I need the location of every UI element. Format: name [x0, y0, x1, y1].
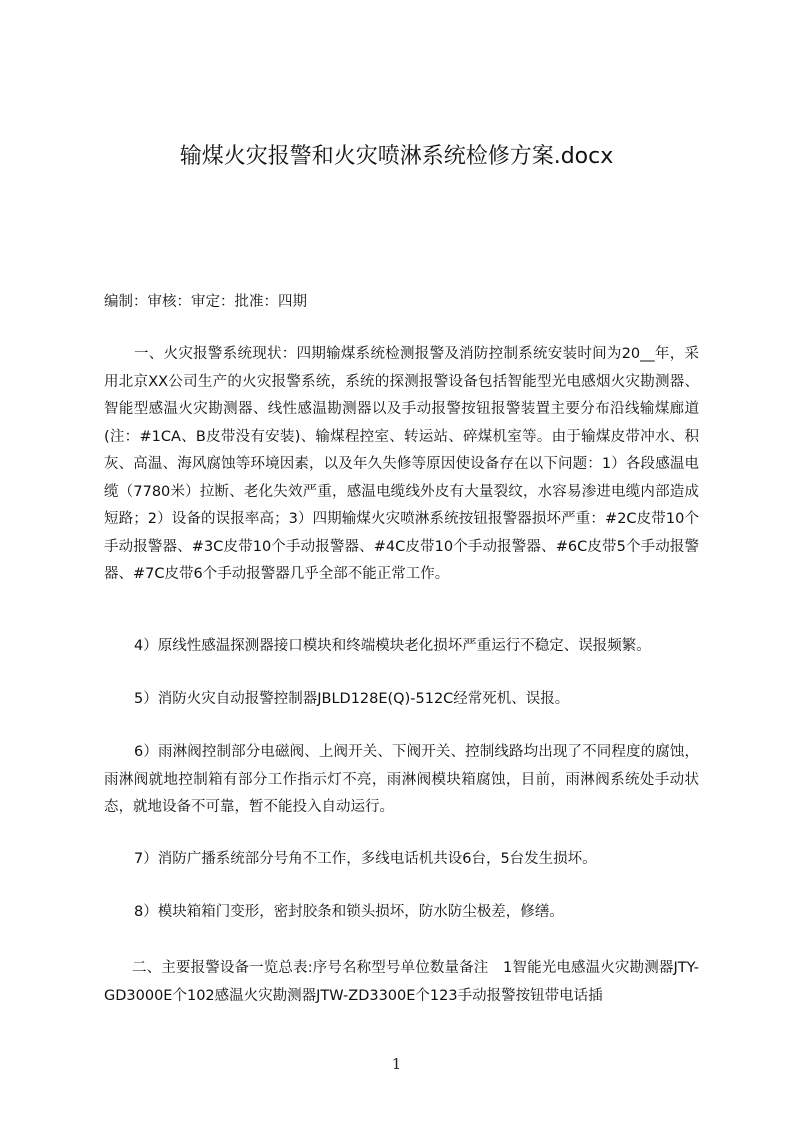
paragraph-item-8: 8）模块箱箱门变形，密封胶条和锁头损坏，防水防尘极差，修缮。 — [134, 904, 564, 920]
editors-line: 编制：审核：审定：批准：四期 — [104, 294, 307, 310]
paragraph-item-5: 5）消防火灾自动报警控制器JBLD128E(Q)-512C经常死机、误报。 — [134, 691, 570, 707]
paragraph-equipment-table: 二、主要报警设备一览总表:序号名称型号单位数量备注 1智能光电感温火灾勘测器JTY-GD3000E个102感温火灾勘测器JTW-ZD3300E个123手动报警按钮带电话插 — [104, 960, 699, 1004]
paragraph-item-4: 4）原线性感温探测器接口模块和终端模块老化损坏严重运行不稳定、误报频繁。 — [134, 638, 651, 654]
paragraph-system-status: 一、火灾报警系统现状：四期输煤系统检测报警及消防控制系统安装时间为20__年，采用北京XX公司生产的火灾报警系统，系统的探测报警设备包括智能型光电感烟火灾勘测器、智能型感温火灾勘测器、线性感温勘测器以及手动报警按钮报警装置主要分布沿线输煤廊道(注：#1CA、B皮带没有安装)、输煤程控室、转运站、碎煤机室等。由于输煤皮带冲水、积灰、高温、海风腐蚀等环境因素，以及年久失修等原因使设备存在以下问题：1）各段感温电缆（7780米）拉断、老化失效严重，感温电缆线外皮有大量裂纹，水容易渗进电缆内部造成短路；2）设备的误报率高；3）四期输煤火灾喷淋系统按钮报警器损坏严重：#2C皮带10个手动报警器、#3C皮带10个手动报警器、#4C皮带10个手动报警器、#6C皮带5个手动报警器、#7C皮带6个手动报警器几乎全部不能正常工作。 — [104, 346, 699, 582]
paragraph-item-6: 6）雨淋阀控制部分电磁阀、上阀开关、下阀开关、控制线路均出现了不同程度的腐蚀，雨淋阀就地控制箱有部分工作指示灯不亮，雨淋阀模块箱腐蚀，目前，雨淋阀系统处手动状态，就地设备不可靠，暂不能投入自动运行。 — [104, 744, 699, 815]
page-number: 1 — [391, 1055, 402, 1073]
document-title: 输煤火灾报警和火灾喷淋系统检修方案.docx — [179, 144, 614, 169]
paragraph-item-7: 7）消防广播系统部分号角不工作，多线电话机共设6台，5台发生损坏。 — [134, 851, 597, 867]
